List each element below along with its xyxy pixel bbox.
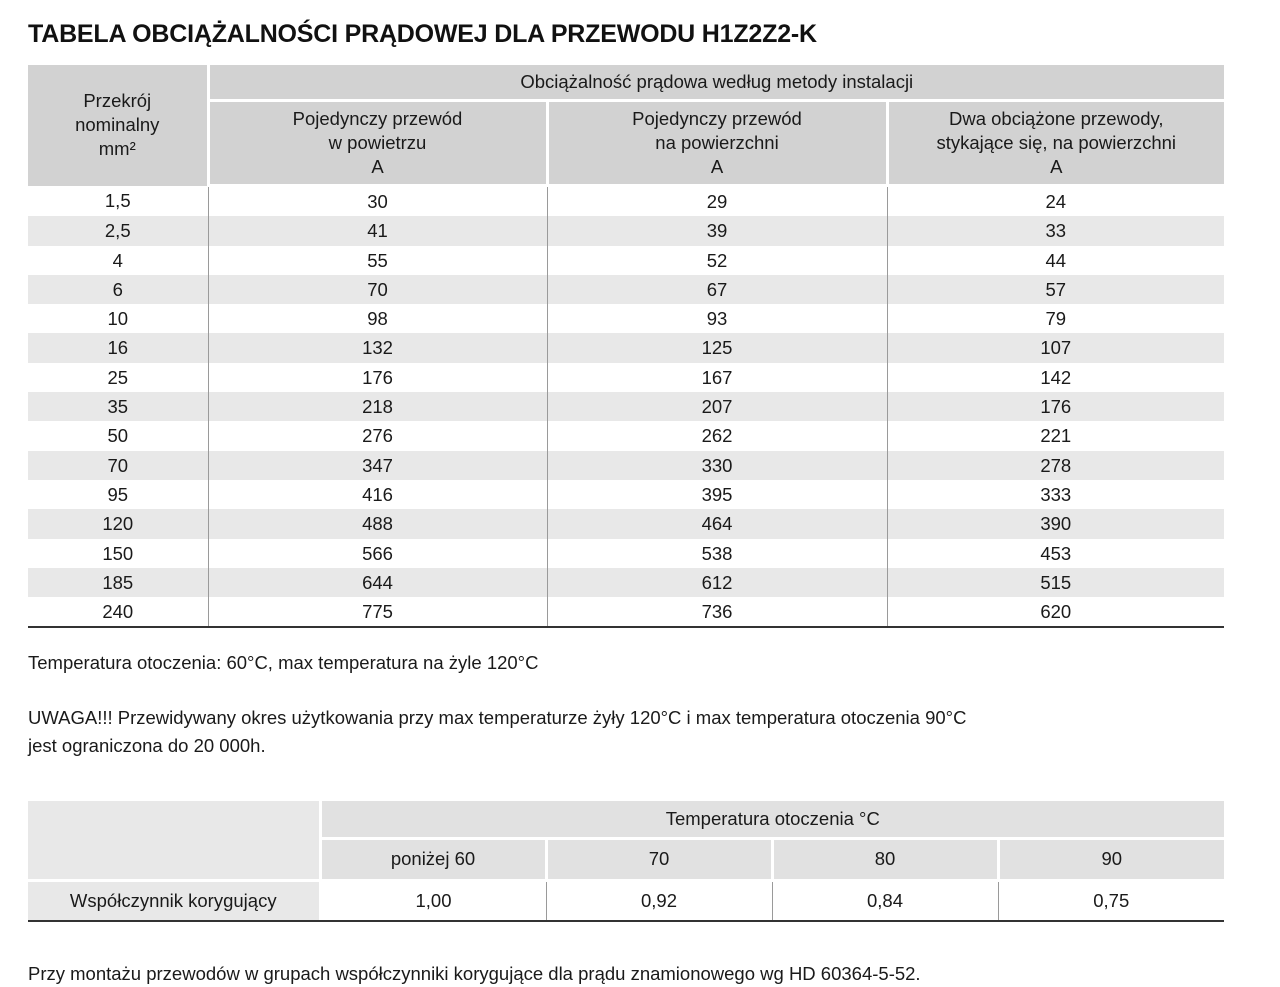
header-col-two-conductors-line2: stykające się, na powierzchni <box>936 132 1177 154</box>
header-cross-section <box>28 65 208 186</box>
header-col-single-surface-line2: na powierzchni <box>655 132 779 154</box>
cell-cross-section: 240 <box>28 597 208 626</box>
cell-cross-section: 25 <box>28 363 208 392</box>
table-row <box>28 333 1224 362</box>
header-col-single-air-line1: Pojedynczy przewód <box>292 108 463 130</box>
cell-two-conductors: 278 <box>887 451 1224 480</box>
cell-two-conductors: 33 <box>887 216 1224 245</box>
header-cross-section-line1: Przekrój <box>83 90 152 112</box>
cell-single-air: 488 <box>208 509 547 538</box>
cell-single-surface: 29 <box>547 186 887 217</box>
cell-single-surface: 67 <box>547 275 887 304</box>
table-row <box>28 568 1224 597</box>
header-row-group <box>28 65 1224 101</box>
cell-single-surface: 207 <box>547 392 887 421</box>
cell-cross-section: 4 <box>28 246 208 275</box>
ampacity-table-head <box>28 65 1224 186</box>
table-row <box>28 509 1224 538</box>
header-col-two-conductors-line1: Dwa obciążone przewody, <box>948 108 1164 130</box>
footer-note: Przy montażu przewodów w grupach współczynniki korygujące dla prądu znamionowego wg HD 60364-5-52. <box>28 962 921 984</box>
cell-single-air: 41 <box>208 216 547 245</box>
cell-single-surface: 93 <box>547 304 887 333</box>
cell-single-surface: 330 <box>547 451 887 480</box>
correction-header-group: Temperatura otoczenia °C <box>320 801 1224 839</box>
header-cross-section-line2: nominalny <box>75 114 160 136</box>
cell-single-air: 98 <box>208 304 547 333</box>
cell-single-surface: 125 <box>547 333 887 362</box>
cell-cross-section: 50 <box>28 421 208 450</box>
table-row <box>28 246 1224 275</box>
cell-single-surface: 736 <box>547 597 887 626</box>
correction-factor-value-2: 0,84 <box>772 880 998 920</box>
cell-two-conductors: 515 <box>887 568 1224 597</box>
correction-row-label: Współczynnik korygujący <box>28 880 320 920</box>
header-col-two-conductors <box>887 101 1224 186</box>
cell-single-air: 218 <box>208 392 547 421</box>
cell-single-air: 276 <box>208 421 547 450</box>
cell-single-surface: 464 <box>547 509 887 538</box>
cell-single-air: 347 <box>208 451 547 480</box>
correction-temp-header-3: 90 <box>998 838 1224 880</box>
cell-two-conductors: 24 <box>887 186 1224 217</box>
table-row <box>28 421 1224 450</box>
cell-cross-section: 70 <box>28 451 208 480</box>
table-row <box>28 216 1224 245</box>
cell-cross-section: 10 <box>28 304 208 333</box>
cell-single-surface: 39 <box>547 216 887 245</box>
correction-temp-header-2: 80 <box>772 838 998 880</box>
header-col-single-surface <box>547 101 887 186</box>
cell-single-air: 176 <box>208 363 547 392</box>
page-title: TABELA OBCIĄŻALNOŚCI PRĄDOWEJ DLA PRZEWODU H1Z2Z2-K <box>28 20 817 48</box>
cell-two-conductors: 221 <box>887 421 1224 450</box>
cell-two-conductors: 142 <box>887 363 1224 392</box>
cell-single-air: 416 <box>208 480 547 509</box>
note-warning-line1: UWAGA!!! Przewidywany okres użytkowania przy max temperaturze żyły 120°C i max temperatura otoczenia 90°C <box>28 707 967 729</box>
table-row <box>28 451 1224 480</box>
table-row <box>28 304 1224 333</box>
ampacity-table-container <box>28 65 1224 628</box>
cell-single-air: 30 <box>208 186 547 217</box>
cell-cross-section: 185 <box>28 568 208 597</box>
header-col-two-conductors-unit: A <box>1050 155 1063 177</box>
table-row <box>28 275 1224 304</box>
header-col-single-air-unit: A <box>371 155 384 177</box>
correction-factor-table <box>28 801 1224 920</box>
cell-single-surface: 395 <box>547 480 887 509</box>
cell-cross-section: 6 <box>28 275 208 304</box>
cell-cross-section: 1,5 <box>28 186 208 217</box>
cell-two-conductors: 57 <box>887 275 1224 304</box>
ampacity-table <box>28 65 1224 626</box>
header-col-single-air-line2: w powietrzu <box>328 132 427 154</box>
header-col-single-surface-line1: Pojedynczy przewód <box>632 108 802 130</box>
cell-single-surface: 167 <box>547 363 887 392</box>
correction-temp-header-0: poniżej 60 <box>320 838 546 880</box>
cell-two-conductors: 390 <box>887 509 1224 538</box>
correction-table-head <box>28 801 1224 881</box>
cell-two-conductors: 333 <box>887 480 1224 509</box>
cell-two-conductors: 44 <box>887 246 1224 275</box>
table-row <box>28 186 1224 217</box>
cell-two-conductors: 453 <box>887 539 1224 568</box>
correction-table-container <box>28 801 1224 922</box>
cell-cross-section: 150 <box>28 539 208 568</box>
table-row <box>28 363 1224 392</box>
header-col-single-air <box>208 101 547 186</box>
cell-single-air: 775 <box>208 597 547 626</box>
cell-cross-section: 2,5 <box>28 216 208 245</box>
cell-single-surface: 538 <box>547 539 887 568</box>
cell-single-surface: 262 <box>547 421 887 450</box>
cell-cross-section: 35 <box>28 392 208 421</box>
cell-single-air: 132 <box>208 333 547 362</box>
cell-single-air: 644 <box>208 568 547 597</box>
table-row <box>28 539 1224 568</box>
table-row <box>28 597 1224 626</box>
correction-header-row-group <box>28 801 1224 839</box>
header-row-columns <box>28 101 1224 186</box>
correction-factor-value-3: 0,75 <box>998 880 1224 920</box>
header-group-ampacity: Obciążalność prądowa według metody instalacji <box>208 65 1224 101</box>
cell-single-air: 566 <box>208 539 547 568</box>
cell-two-conductors: 176 <box>887 392 1224 421</box>
header-col-single-surface-unit: A <box>710 155 724 177</box>
cell-single-surface: 52 <box>547 246 887 275</box>
cell-single-air: 55 <box>208 246 547 275</box>
table-row <box>28 392 1224 421</box>
correction-temp-header-1: 70 <box>546 838 772 880</box>
cell-single-air: 70 <box>208 275 547 304</box>
cell-two-conductors: 620 <box>887 597 1224 626</box>
note-warning-line2: jest ograniczona do 20 000h. <box>28 734 266 756</box>
correction-table-body <box>28 880 1224 920</box>
cell-two-conductors: 107 <box>887 333 1224 362</box>
correction-factor-value-0: 1,00 <box>320 880 546 920</box>
table-row <box>28 480 1224 509</box>
cell-cross-section: 16 <box>28 333 208 362</box>
correction-factor-row <box>28 880 1224 920</box>
cell-two-conductors: 79 <box>887 304 1224 333</box>
correction-header-blank <box>28 801 320 881</box>
cell-cross-section: 120 <box>28 509 208 538</box>
correction-factor-value-1: 0,92 <box>546 880 772 920</box>
note-ambient-temperature: Temperatura otoczenia: 60°C, max temperatura na żyle 120°C <box>28 652 539 674</box>
cell-cross-section: 95 <box>28 480 208 509</box>
cell-single-surface: 612 <box>547 568 887 597</box>
ampacity-table-body <box>28 186 1224 627</box>
note-warning <box>28 704 1188 760</box>
header-cross-section-unit: mm² <box>98 138 136 160</box>
